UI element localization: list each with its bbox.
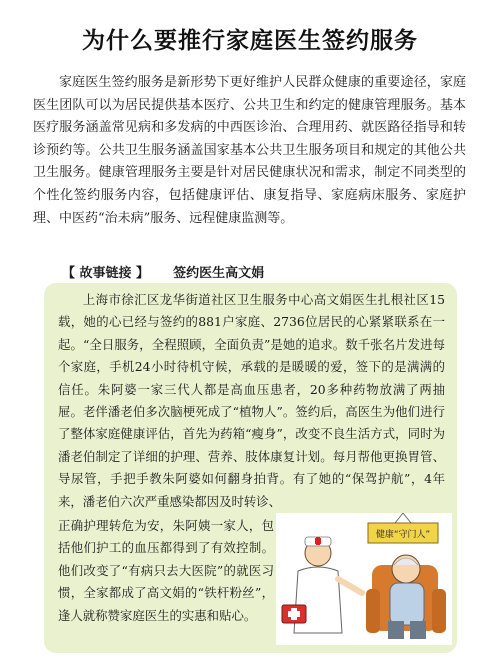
story-box [44, 283, 457, 653]
page-title: 为什么要推行家庭医生签约服务 [82, 28, 418, 54]
story-subtitle: 签约医生高文娟 [173, 266, 265, 281]
doctor-visit-illustration [276, 513, 452, 645]
story-body [58, 289, 445, 513]
story-header [62, 262, 264, 281]
sign-text: 健康“守门人” [375, 530, 431, 540]
intro-text: 家庭医生签约服务是新形势下更好维护人民群众健康的重要途径，家庭医生团队可以为居民提供基本医疗、公共卫生和约定的健康管理服务。基本医疗服务涵盖常见病和多发病的中西医诊治、合理用药、就医路径指导和转诊预约等。公共卫生服务涵盖国家基本公共卫生服务项目和规定的其他公共卫生服务。健康管理服务主要是针对居民健康状况和需求，制定不同类型的个性化签约服务内容，包括健康评估、康复指导、家庭病床服务、家庭护理、中医药“治未病”服务、远程健康监测等。 [33, 75, 466, 226]
story-tag: 【 故事链接 】 [62, 266, 150, 281]
story-body-text: 上海市徐汇区龙华街道社区卫生服务中心高文娟医生扎根社区15载，她的心已经与签约的881户家庭、2736位居民的心紧紧联系在一起。“全日服务，全程照顾，全面负责”是她的追求。数千张名片发进每个家庭，手机24小时待机守候，承载的是暖暖的爱，签下的是满满的信任。朱阿婆一家三代人都是高血压患者，20多种药物放满了两抽屉。老伴潘老伯多次脑梗死成了“植物人”。签约后，高医生为他们进行了整体家庭健康评估，首先为药箱“瘦身”，改变不良生活方式，同时为潘老伯制定了详细的护理、营养、肢体康复计划。每月帮他更换胃管、导尿管，手把手教朱阿婆如何翻身拍背。有了她的“保驾护航”，4年来，潘老伯六次严重感染都因及时转诊、 [58, 292, 445, 509]
elderly-man-body [390, 583, 424, 625]
story-tail-text: 正确护理转危为安，朱阿姨一家人，包括他们护工的血压都得到了有效控制。他们改变了“有病只去大医院”的就医习惯，全家都成了高文娟的“铁杆粉丝”，逢人就称赞家庭医生的实惠和贴心。 [58, 518, 274, 623]
intro-paragraph [33, 72, 466, 230]
